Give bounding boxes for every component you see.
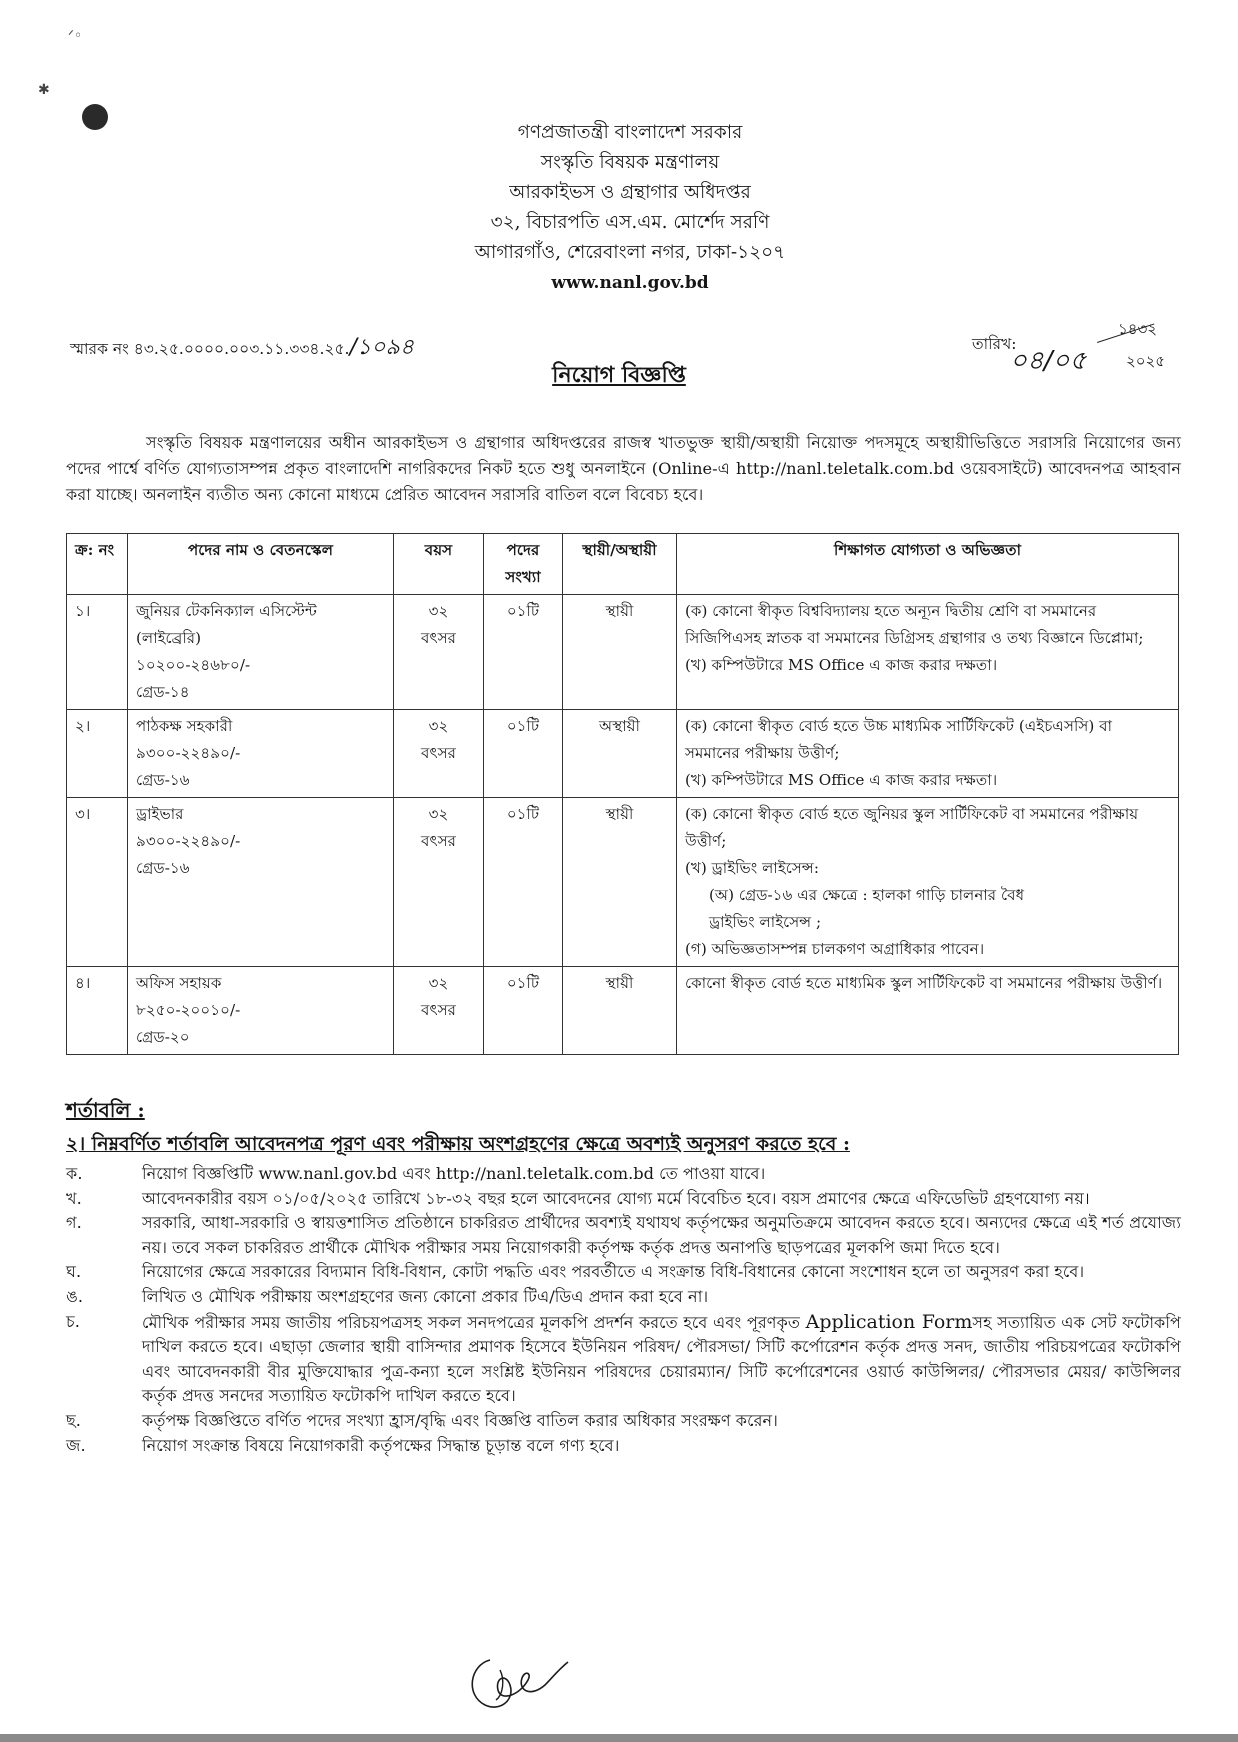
cell-type: স্থায়ী — [563, 595, 677, 710]
condition-label: ক. — [66, 1164, 83, 1183]
condition-item — [66, 1211, 1181, 1260]
pay-scale: ৮২৫০-২০০১০/- — [136, 1001, 241, 1019]
header-ministry: সংস্কৃতি বিষয়ক মন্ত্রণালয় — [540, 152, 720, 173]
age-value: ৩২ — [428, 717, 449, 735]
header-website: www.nanl.gov.bd — [551, 273, 709, 293]
notice-title-text: নিয়োগ বিজ্ঞপ্তি — [552, 362, 686, 388]
age-unit: বৎসর — [421, 629, 456, 647]
cell-count: ০১টি — [484, 798, 563, 967]
cell-post — [128, 967, 394, 1055]
grade: গ্রেড-১৬ — [136, 859, 190, 877]
table-row — [67, 798, 1179, 967]
col-header-type: স্থায়ী/অস্থায়ী — [563, 534, 677, 595]
table-header-row — [67, 534, 1179, 595]
qualification-line: (গ) অভিজ্ঞতাসম্পন্ন চালকগণ অগ্রাধিকার পাবেন। — [685, 940, 985, 958]
cell-age — [394, 595, 484, 710]
age-value: ৩২ — [428, 805, 449, 823]
vacancy-table — [66, 533, 1179, 1055]
age-unit: বৎসর — [421, 744, 456, 762]
cell-age — [394, 967, 484, 1055]
cell-count: ০১টি — [484, 710, 563, 798]
col-header-serial: ক্র: নং — [67, 534, 128, 595]
condition-text: সরকারি, আধা-সরকারি ও স্বায়ত্তশাসিত প্রতিষ্ঠানে চাকরিরত প্রার্থীদের অবশ্যই যথাযথ কর্তৃপক্ষের অনুমতিক্রমে আবেদন করতে হবে। অন্যদের ক্ষেত্রে এই শর্ত প্রযোজ্য নয়। তবে সকল চাকরিরত প্রার্থীকে মৌখিক পরীক্ষার সময় নিয়োগকারী কর্তৃপক্ষ কর্তৃক প্রদত্ত অনাপত্তি ছাড়পত্রের মূলকপি জমা দিতে হবে। — [142, 1213, 1181, 1257]
age-value: ৩২ — [428, 602, 449, 620]
age-unit: বৎসর — [421, 832, 456, 850]
cell-qualification — [677, 710, 1179, 798]
condition-text: আবেদনকারীর বয়স ০১/০৫/২০২৫ তারিখে ১৮-৩২ বছর হলে আবেদনের যোগ্য মর্মে বিবেচিত হবে। বয়স প্রমাণের ক্ষেত্রে এফিডেভিট গ্রহণযোগ্য নয়। — [142, 1188, 1090, 1208]
table-row — [67, 710, 1179, 798]
condition-text: নিয়োগের ক্ষেত্রে সরকারের বিদ্যমান বিধি-বিধান, কোটা পদ্ধতি এবং পরবর্তীতে এ সংক্রান্ত বিধি-বিধানের কোনো সংশোধন হলে তা অনুসরণ করা হবে। — [142, 1262, 1085, 1282]
cell-serial: ৩। — [67, 798, 128, 967]
condition-item — [66, 1310, 1181, 1409]
qualification-line: কোনো স্বীকৃত বোর্ড হতে মাধ্যমিক স্কুল সার্টিফিকেট বা সমমানের পরীক্ষায় উত্তীর্ণ। — [685, 974, 1163, 992]
header-address-city: আগারগাঁও, শেরেবাংলা নগর, ঢাকা-১২০৭ — [474, 242, 786, 263]
condition-label: ঘ. — [66, 1262, 82, 1282]
condition-item — [66, 1434, 1181, 1459]
condition-label: ঙ. — [66, 1286, 84, 1306]
condition-text: সহ সত্যায়িত এক সেট ফটোকপি দাখিল করতে হবে। এছাড়া জেলার স্থায়ী বাসিন্দার প্রমাণক হিসেবে ইউনিয়ন পরিষদ/ পৌরসভা/ সিটি কর্পোরেশন কর্তৃক প্রদত্ত সনদ, জাতীয় পরিচয়পত্রের ফটোকপি এবং আবেদনকারী বীর মুক্তিযোদ্ধার পুত্র-কন্যা হলে সংশ্লিষ্ট ইউনিয়ন পরিষদের চেয়ারম্যান/ সিটি কর্পোরেশনের ওয়ার্ড কাউন্সিলর/ পৌরসভার মেয়র/ কাউন্সিলর কর্তৃক প্রদত্ত সনদের সত্যায়িত ফটোকপি দাখিল করতে হবে। — [142, 1312, 1182, 1406]
condition-text: নিয়োগ বিজ্ঞপ্তিটি www.nanl.gov.bd এবং http://nanl.teletalk.com.bd তে পাওয়া যাবে। — [142, 1164, 766, 1183]
qualification-line: ড্রাইভিং লাইসেন্স ; — [709, 913, 822, 931]
qualification-line: (খ) কম্পিউটারে MS Office এ কাজ করার দক্ষতা। — [685, 656, 998, 674]
office-header — [300, 118, 960, 298]
pay-scale: ৯৩০০-২২৪৯০/- — [136, 832, 241, 850]
intro-paragraph: সংস্কৃতি বিষয়ক মন্ত্রণালয়ের অধীন আরকাইভস ও গ্রন্থাগার অধিদপ্তরের রাজস্ব খাতভুক্ত স্থায়ী/অস্থায়ী নিয়োক্ত পদসমূহে অস্থায়ীভিত্তিতে সরাসরি নিয়োগের জন্য পদের পার্শ্বে বর্ণিত যোগ্যতাসম্পন্ন প্রকৃত বাংলাদেশি নাগরিকদের নিকট হতে শুধু অনলাইনে (Online-এ http://nanl.teletalk.com.bd ওয়েবসাইটে) আবেদনপত্র আহবান করা যাচ্ছে। অনলাইন ব্যতীত অন্য কোনো মাধ্যমে প্রেরিত আবেদন সরাসরি বাতিল বলে বিবেচ্য হবে। — [66, 433, 1181, 505]
date-label: তারিখ: — [972, 335, 1017, 353]
pay-scale: ১০২০০-২৪৬৮০/- — [136, 656, 251, 674]
condition-item — [66, 1285, 1181, 1310]
conditions-list — [66, 1162, 1181, 1458]
qualification-line: (ক) কোনো স্বীকৃত বোর্ড হতে জুনিয়র স্কুল সার্টিফিকেট বা সমমানের পরীক্ষায় উত্তীর্ণ; — [685, 805, 1139, 850]
table-row — [67, 967, 1179, 1055]
condition-label: জ. — [66, 1435, 86, 1455]
cell-type: অস্থায়ী — [563, 710, 677, 798]
cell-serial: ২। — [67, 710, 128, 798]
condition-label: খ. — [66, 1188, 82, 1208]
signature — [460, 1640, 570, 1715]
qualification-line: (অ) গ্রেড-১৬ এর ক্ষেত্রে : হালকা গাড়ি চালনার বৈধ — [709, 886, 1025, 904]
header-department: আরকাইভস ও গ্রন্থাগার অধিদপ্তর — [509, 182, 751, 203]
condition-text: কর্তৃপক্ষ বিজ্ঞপ্তিতে বর্ণিত পদের সংখ্যা হ্রাস/বৃদ্ধি এবং বিজ্ঞপ্তি বাতিল করার অধিকার সংরক্ষণ করেন। — [142, 1410, 778, 1430]
conditions-title: শর্তাবলি : — [66, 1098, 145, 1122]
condition-label: ছ. — [66, 1410, 81, 1430]
age-unit: বৎসর — [421, 1001, 456, 1019]
cell-age — [394, 798, 484, 967]
condition-text: লিখিত ও মৌখিক পরীক্ষায় অংশগ্রহণের জন্য কোনো প্রকার টিএ/ডিএ প্রদান করা হবে না। — [142, 1286, 709, 1306]
cell-qualification — [677, 595, 1179, 710]
scan-mark: ✱ — [38, 82, 50, 98]
condition-item — [66, 1162, 1181, 1187]
grade: গ্রেড-১৬ — [136, 771, 190, 789]
cell-qualification — [677, 798, 1179, 967]
condition-text: মৌখিক পরীক্ষার সময় জাতীয় পরিচয়পত্রসহ সকল সনদপত্রের মূলকপি প্রদর্শন করতে হবে এবং পূরণকৃত — [142, 1312, 806, 1332]
post-name: অফিস সহায়ক — [136, 974, 222, 992]
header-address-street: ৩২, বিচারপতি এস.এম. মোর্শেদ সরণি — [490, 212, 770, 233]
memo-handwritten: /১০৯৪ — [349, 335, 415, 360]
conditions-subtitle: ২। নিম্নবর্ণিত শর্তাবলি আবেদনপত্র পূরণ এবং পরীক্ষায় অংশগ্রহণের ক্ষেত্রে অবশ্যই অনুসরণ করতে হবে : — [66, 1133, 850, 1155]
post-name-detail: (লাইব্রেরি) — [136, 629, 202, 647]
qualification-line: (ক) কোনো স্বীকৃত বিশ্ববিদ্যালয় হতে অন্যূন দ্বিতীয় শ্রেণি বা সমমানের সিজিপিএসহ স্নাতক বা সমমানের ডিগ্রিসহ গ্রন্থাগার ও তথ্য বিজ্ঞানে ডিপ্লোমা; — [685, 602, 1144, 647]
age-value: ৩২ — [428, 974, 449, 992]
cell-count: ০১টি — [484, 967, 563, 1055]
cell-age — [394, 710, 484, 798]
post-name: পাঠকক্ষ সহকারী — [136, 717, 233, 735]
post-name: জুনিয়র টেকনিক্যাল এসিস্টেন্ট — [136, 602, 317, 620]
cell-qualification — [677, 967, 1179, 1055]
col-header-age: বয়স — [394, 534, 484, 595]
date-handwritten: ০৪/০৫ — [1010, 346, 1087, 376]
grade: গ্রেড-২০ — [136, 1028, 190, 1046]
qualification-line: (খ) কম্পিউটারে MS Office এ কাজ করার দক্ষতা। — [685, 771, 998, 789]
cell-post — [128, 710, 394, 798]
condition-item — [66, 1260, 1181, 1285]
date-bangla-year: ১৪৩২ — [1118, 320, 1157, 338]
notice-title — [0, 358, 1238, 395]
qualification-line: (ক) কোনো স্বীকৃত বোর্ড হতে উচ্চ মাধ্যমিক সার্টিফিকেট (এইচএসসি) বা সমমানের পরীক্ষায় উত্তীর্ণ; — [685, 717, 1112, 762]
condition-text-emphasis: Application Form — [805, 1310, 973, 1333]
post-name: ড্রাইভার — [136, 805, 184, 823]
header-government: গণপ্রজাতন্ত্রী বাংলাদেশ সরকার — [517, 122, 743, 143]
col-header-qualification: শিক্ষাগত যোগ্যতা ও অভিজ্ঞতা — [677, 534, 1179, 595]
qualification-line: (খ) ড্রাইভিং লাইসেন্স: — [685, 859, 819, 877]
cell-post — [128, 798, 394, 967]
cell-serial: ৪। — [67, 967, 128, 1055]
condition-label: চ. — [66, 1311, 80, 1331]
cell-post — [128, 595, 394, 710]
memo-label: স্মারক নং ৪৩.২৫.০০০০.০০৩.১১.৩৩৪.২৫. — [70, 340, 350, 358]
cell-type: স্থায়ী — [563, 798, 677, 967]
col-header-post: পদের নাম ও বেতনস্কেল — [128, 534, 394, 595]
pay-scale: ৯৩০০-২২৪৯০/- — [136, 744, 241, 762]
col-header-count: পদের সংখ্যা — [484, 534, 563, 595]
cell-count: ০১টি — [484, 595, 563, 710]
condition-text: নিয়োগ সংক্রান্ত বিষয়ে নিয়োগকারী কর্তৃপক্ষের সিদ্ধান্ত চূড়ান্ত বলে গণ্য হবে। — [142, 1435, 620, 1455]
condition-item — [66, 1409, 1181, 1434]
table-row — [67, 595, 1179, 710]
condition-item — [66, 1187, 1181, 1212]
grade: গ্রেড-১৪ — [136, 683, 190, 701]
condition-label: গ. — [66, 1213, 82, 1233]
scan-mark: ᐟ◦ — [68, 28, 83, 44]
scan-edge — [0, 1734, 1238, 1742]
date-year: ২০২৫ — [1126, 352, 1165, 370]
cell-serial: ১। — [67, 595, 128, 710]
punch-hole — [82, 104, 108, 130]
cell-type: স্থায়ী — [563, 967, 677, 1055]
